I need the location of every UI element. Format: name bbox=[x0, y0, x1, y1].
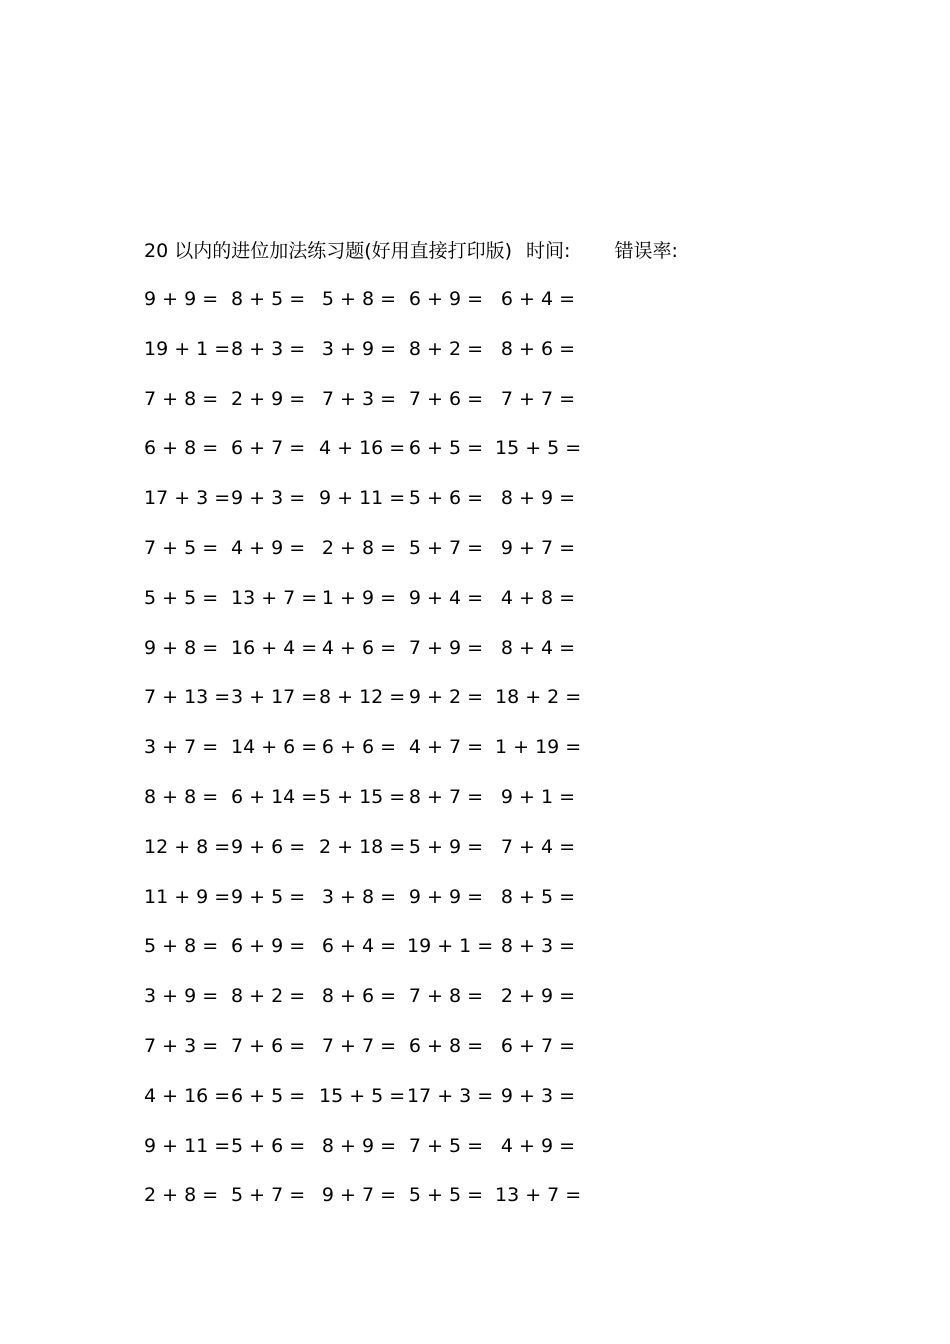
problem-item: 7 + 5 = bbox=[144, 537, 219, 559]
problem-item: 6 + 5 = bbox=[408, 437, 484, 460]
problem-item: 9 + 4 = bbox=[408, 586, 484, 609]
problem-item: 12 + 8 = bbox=[144, 835, 231, 858]
problem-item: 1 + 19 = bbox=[495, 736, 582, 759]
problem-item: 2 + 18 = bbox=[319, 835, 406, 858]
problem-item: 9 + 1 = bbox=[500, 786, 576, 808]
problem-item: 7 + 13 = bbox=[144, 686, 231, 709]
problem-item: 8 + 9 = bbox=[500, 487, 576, 510]
problem-item: 3 + 7 = bbox=[144, 736, 219, 759]
problem-item: 8 + 2 = bbox=[231, 985, 306, 1008]
problem-item: 3 + 9 = bbox=[144, 985, 219, 1008]
problem-item: 11 + 9 = bbox=[144, 885, 231, 908]
problem-row bbox=[0, 682, 950, 712]
problem-item: 6 + 4 = bbox=[500, 288, 576, 310]
problem-item: 9 + 9 = bbox=[408, 885, 484, 908]
problem-item: 4 + 8 = bbox=[500, 586, 576, 609]
problem-row bbox=[0, 633, 950, 663]
problem-item: 8 + 7 = bbox=[408, 786, 484, 808]
problem-item: 9 + 3 = bbox=[231, 487, 306, 510]
problem-item: 2 + 9 = bbox=[231, 387, 306, 410]
problem-item: 7 + 4 = bbox=[500, 835, 576, 858]
problem-item: 18 + 2 = bbox=[495, 686, 582, 709]
problem-row bbox=[0, 583, 950, 613]
problem-item: 7 + 3 = bbox=[144, 1035, 219, 1057]
problem-item: 9 + 6 = bbox=[231, 835, 306, 858]
problem-item: 3 + 8 = bbox=[321, 885, 397, 908]
problem-row bbox=[0, 931, 950, 961]
problem-item: 6 + 9 = bbox=[408, 288, 484, 310]
problem-row bbox=[0, 981, 950, 1011]
problem-row bbox=[0, 882, 950, 912]
problem-row bbox=[0, 334, 950, 364]
problem-item: 13 + 7 = bbox=[231, 586, 318, 609]
title-text: 20 以内的进位加法练习题(好用直接打印版) bbox=[144, 240, 513, 262]
worksheet-title bbox=[144, 236, 678, 263]
problem-item: 19 + 1 = bbox=[407, 935, 494, 958]
problem-item: 5 + 5 = bbox=[408, 1184, 484, 1207]
time-label: 时间: bbox=[526, 240, 571, 262]
problem-item: 9 + 7 = bbox=[500, 537, 576, 559]
problem-item: 2 + 8 = bbox=[144, 1184, 219, 1207]
problem-item: 9 + 11 = bbox=[319, 487, 406, 510]
problem-item: 4 + 16 = bbox=[144, 1084, 231, 1107]
problem-item: 5 + 7 = bbox=[231, 1184, 306, 1207]
problem-item: 4 + 6 = bbox=[321, 636, 397, 659]
problem-item: 5 + 7 = bbox=[408, 537, 484, 559]
problem-item: 5 + 6 = bbox=[408, 487, 484, 510]
problem-item: 8 + 3 = bbox=[231, 337, 306, 360]
problem-item: 14 + 6 = bbox=[231, 736, 318, 759]
problem-row bbox=[0, 384, 950, 414]
problem-item: 6 + 6 = bbox=[321, 736, 397, 759]
problem-item: 8 + 12 = bbox=[319, 686, 406, 709]
problem-item: 15 + 5 = bbox=[495, 437, 582, 460]
problem-row bbox=[0, 1031, 950, 1061]
error-rate-label: 错误率: bbox=[614, 240, 678, 262]
problem-item: 6 + 9 = bbox=[231, 935, 306, 958]
problem-item: 4 + 16 = bbox=[319, 437, 406, 460]
problem-item: 9 + 11 = bbox=[144, 1134, 231, 1157]
problem-item: 17 + 3 = bbox=[407, 1084, 494, 1107]
problem-item: 7 + 3 = bbox=[321, 387, 397, 410]
problem-item: 5 + 5 = bbox=[144, 586, 219, 609]
problem-item: 1 + 9 = bbox=[321, 586, 397, 609]
problem-item: 8 + 6 = bbox=[321, 985, 397, 1008]
problem-item: 6 + 7 = bbox=[231, 437, 306, 460]
problem-item: 4 + 7 = bbox=[408, 736, 484, 759]
problem-item: 8 + 3 = bbox=[500, 935, 576, 958]
problem-item: 6 + 4 = bbox=[321, 935, 397, 958]
problem-item: 8 + 2 = bbox=[408, 337, 484, 360]
problem-item: 7 + 9 = bbox=[408, 636, 484, 659]
problem-item: 8 + 6 = bbox=[500, 337, 576, 360]
problem-item: 3 + 9 = bbox=[321, 337, 397, 360]
problem-item: 3 + 17 = bbox=[231, 686, 318, 709]
problem-item: 8 + 5 = bbox=[231, 288, 306, 310]
problem-item: 8 + 5 = bbox=[500, 885, 576, 908]
problem-item: 8 + 9 = bbox=[321, 1134, 397, 1157]
problem-item: 7 + 7 = bbox=[321, 1035, 397, 1057]
problem-item: 9 + 2 = bbox=[408, 686, 484, 709]
problem-row bbox=[0, 832, 950, 862]
problem-item: 13 + 7 = bbox=[495, 1184, 582, 1207]
problem-item: 8 + 8 = bbox=[144, 786, 219, 808]
problem-row bbox=[0, 433, 950, 463]
problem-row bbox=[0, 533, 950, 563]
problem-item: 9 + 7 = bbox=[321, 1184, 397, 1207]
problem-item: 2 + 9 = bbox=[500, 985, 576, 1008]
problem-item: 9 + 9 = bbox=[144, 288, 219, 310]
problem-row bbox=[0, 1131, 950, 1161]
problem-item: 5 + 8 = bbox=[321, 288, 397, 310]
problem-row bbox=[0, 483, 950, 513]
problem-item: 7 + 6 = bbox=[408, 387, 484, 410]
problem-item: 6 + 14 = bbox=[231, 786, 318, 808]
problem-item: 16 + 4 = bbox=[231, 636, 318, 659]
problem-item: 2 + 8 = bbox=[321, 537, 397, 559]
problem-item: 6 + 7 = bbox=[500, 1035, 576, 1057]
problem-item: 19 + 1 = bbox=[144, 337, 231, 360]
problem-item: 5 + 8 = bbox=[144, 935, 219, 958]
problem-item: 6 + 8 = bbox=[144, 437, 219, 460]
problem-item: 9 + 5 = bbox=[231, 885, 306, 908]
problem-item: 9 + 8 = bbox=[144, 636, 219, 659]
problem-item: 7 + 6 = bbox=[231, 1035, 306, 1057]
problem-item: 9 + 3 = bbox=[500, 1084, 576, 1107]
problem-item: 7 + 7 = bbox=[500, 387, 576, 410]
problem-item: 5 + 6 = bbox=[231, 1134, 306, 1157]
problem-row bbox=[0, 782, 950, 812]
problem-row bbox=[0, 1180, 950, 1210]
problem-item: 4 + 9 = bbox=[500, 1134, 576, 1157]
problem-item: 5 + 9 = bbox=[408, 835, 484, 858]
problem-item: 4 + 9 = bbox=[231, 537, 306, 559]
problem-item: 6 + 8 = bbox=[408, 1035, 484, 1057]
problem-item: 7 + 8 = bbox=[408, 985, 484, 1008]
problem-item: 7 + 8 = bbox=[144, 387, 219, 410]
problem-item: 17 + 3 = bbox=[144, 487, 231, 510]
problem-row bbox=[0, 732, 950, 762]
problem-item: 8 + 4 = bbox=[500, 636, 576, 659]
problem-item: 6 + 5 = bbox=[231, 1084, 306, 1107]
problem-item: 7 + 5 = bbox=[408, 1134, 484, 1157]
problem-row bbox=[0, 284, 950, 314]
problem-item: 15 + 5 = bbox=[319, 1084, 406, 1107]
problem-item: 5 + 15 = bbox=[319, 786, 406, 808]
problem-row bbox=[0, 1081, 950, 1111]
